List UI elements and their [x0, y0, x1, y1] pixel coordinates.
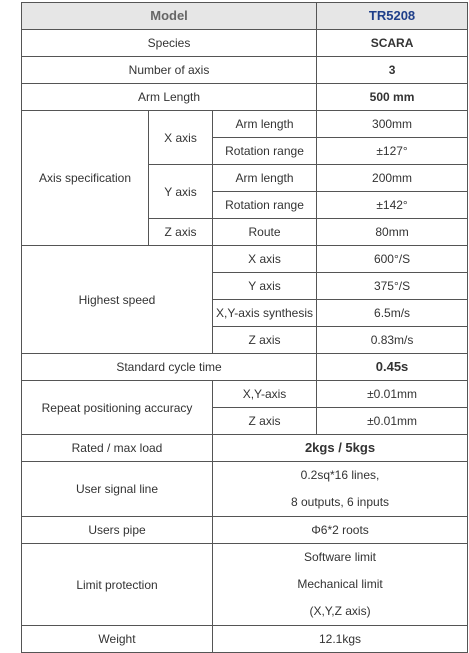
y-arm-length-label: Arm length	[213, 165, 317, 192]
table-row	[22, 381, 468, 408]
table-row	[22, 30, 468, 57]
table-row	[22, 626, 468, 653]
y-rotation-value: ±142°	[317, 192, 468, 219]
speed-z-value: 0.83m/s	[317, 327, 468, 354]
y-rotation-label: Rotation range	[213, 192, 317, 219]
species-label: Species	[22, 30, 317, 57]
x-rotation-label: Rotation range	[213, 138, 317, 165]
speed-z-label: Z axis	[213, 327, 317, 354]
x-arm-length-label: Arm length	[213, 111, 317, 138]
signal-line-value	[213, 462, 468, 517]
table-row	[22, 354, 468, 381]
table-row	[22, 544, 468, 626]
table-row	[22, 111, 468, 138]
table-row	[22, 57, 468, 84]
limit-line-2: Mechanical limit	[297, 577, 383, 591]
weight-value: 12.1kgs	[213, 626, 468, 653]
speed-xy-label: X,Y-axis synthesis	[213, 300, 317, 327]
cycle-time-label: Standard cycle time	[22, 354, 317, 381]
speed-y-label: Y axis	[213, 273, 317, 300]
table-row	[22, 517, 468, 544]
speed-xy-value: 6.5m/s	[317, 300, 468, 327]
table-row	[22, 246, 468, 273]
signal-line-1: 0.2sq*16 lines,	[300, 468, 380, 482]
limit-protection-label: Limit protection	[22, 544, 213, 626]
repeat-xy-label: X,Y-axis	[213, 381, 317, 408]
y-axis-label: Y axis	[149, 165, 213, 219]
y-arm-length-value: 200mm	[317, 165, 468, 192]
species-value: SCARA	[317, 30, 468, 57]
speed-y-value: 375°/S	[317, 273, 468, 300]
table-row	[22, 3, 468, 30]
z-route-value: 80mm	[317, 219, 468, 246]
repeat-xy-value: ±0.01mm	[317, 381, 468, 408]
cycle-time-value: 0.45s	[317, 354, 468, 381]
z-route-label: Route	[213, 219, 317, 246]
axes-value: 3	[317, 57, 468, 84]
table-row	[22, 84, 468, 111]
arm-length-label: Arm Length	[22, 84, 317, 111]
highest-speed-label: Highest speed	[22, 246, 213, 354]
load-value: 2kgs / 5kgs	[213, 435, 468, 462]
table-row	[22, 462, 468, 517]
model-label: Model	[22, 3, 317, 30]
repeat-z-value: ±0.01mm	[317, 408, 468, 435]
x-arm-length-value: 300mm	[317, 111, 468, 138]
weight-label: Weight	[22, 626, 213, 653]
signal-line-label: User signal line	[22, 462, 213, 517]
axes-label: Number of axis	[22, 57, 317, 84]
users-pipe-label: Users pipe	[22, 517, 213, 544]
x-rotation-value: ±127°	[317, 138, 468, 165]
signal-line-2: 8 outputs, 6 inputs	[290, 495, 390, 509]
z-axis-label: Z axis	[149, 219, 213, 246]
speed-x-label: X axis	[213, 246, 317, 273]
spec-table	[21, 2, 468, 653]
table-row	[22, 435, 468, 462]
axis-spec-label: Axis specification	[22, 111, 149, 246]
limit-protection-value	[213, 544, 468, 626]
x-axis-label: X axis	[149, 111, 213, 165]
repeat-z-label: Z axis	[213, 408, 317, 435]
speed-x-value: 600°/S	[317, 246, 468, 273]
repeat-accuracy-label: Repeat positioning accuracy	[22, 381, 213, 435]
model-value: TR5208	[317, 3, 468, 30]
limit-line-1: Software limit	[304, 550, 377, 564]
arm-length-value: 500 mm	[317, 84, 468, 111]
limit-line-3: (X,Y,Z axis)	[309, 604, 371, 618]
load-label: Rated / max load	[22, 435, 213, 462]
users-pipe-value: Φ6*2 roots	[213, 517, 468, 544]
